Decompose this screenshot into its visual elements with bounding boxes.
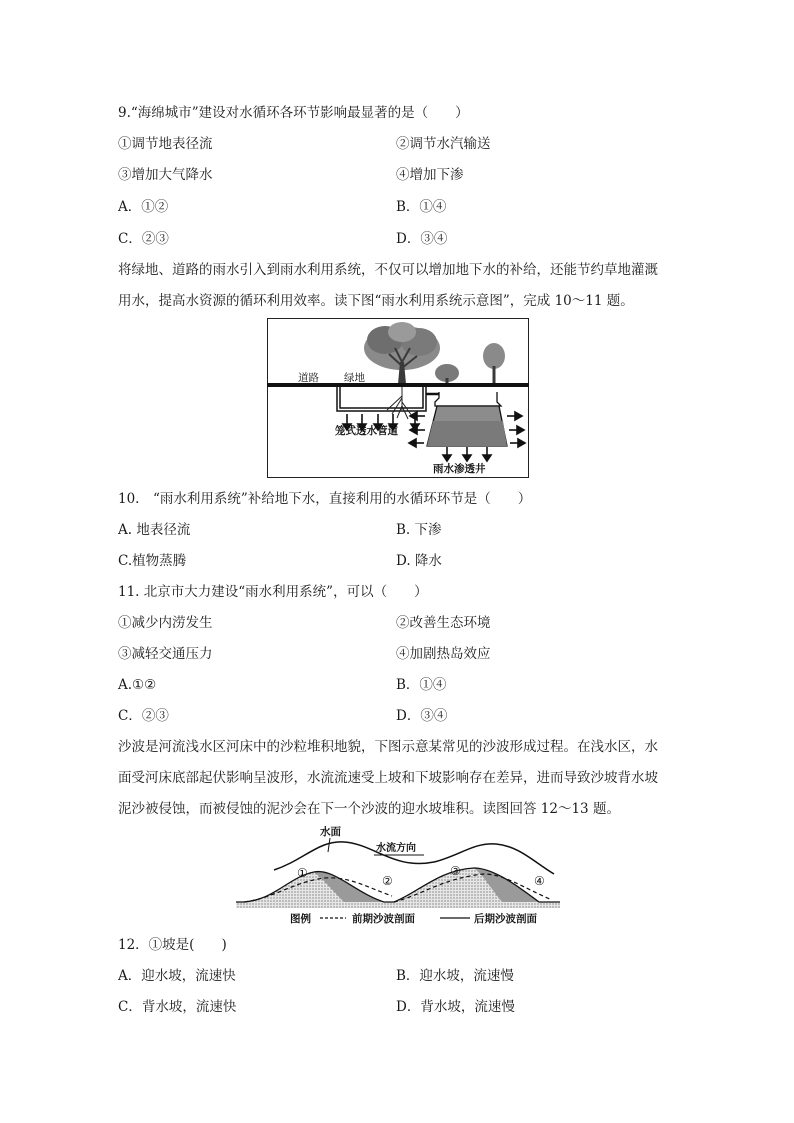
q12-option-b: B．迎水坡，流速慢	[396, 968, 514, 984]
q9-statement-4: ④增加下渗	[396, 167, 464, 183]
rainwater-system-figure	[267, 318, 529, 478]
q11-option-b: B．①④	[396, 677, 447, 693]
marker-3: ③	[450, 864, 461, 878]
q12-option-c: C．背水坡，流速快	[118, 999, 237, 1015]
green-label: 绿地	[344, 372, 365, 384]
q9-option-d: D．③④	[396, 231, 448, 247]
q10-option-b: B. 下渗	[396, 522, 442, 538]
intro-12-line-2: 面受河床底部起伏影响呈波形，水流流速受上坡和下坡影响存在差异，进而导致沙坡背水坡	[118, 770, 658, 786]
legend-late-label: 后期沙波剖面	[474, 913, 537, 925]
flow-direction-label: 水流方向	[376, 843, 416, 854]
q9-option-a: A．①②	[118, 199, 169, 215]
q11-statement-1: ①减少内涝发生	[118, 615, 213, 631]
q11-option-a: A.①②	[118, 677, 157, 693]
q12-stem: 12．①坡是( )	[118, 937, 227, 953]
marker-1: ①	[297, 866, 308, 880]
intro-10-line-2: 用水，提高水资源的循环利用效率。读下图“雨水利用系统示意图”，完成 10～11 题。	[118, 293, 634, 309]
q11-statement-3: ③减轻交通压力	[118, 646, 213, 662]
q12-option-a: A．迎水坡，流速快	[118, 968, 236, 984]
marker-4: ④	[534, 874, 545, 888]
q10-option-c: C.植物蒸腾	[118, 553, 187, 569]
q9-stem: 9.“海绵城市”建设对水循环各环节影响最显著的是（ ）	[118, 105, 469, 121]
q9-statement-3: ③增加大气降水	[118, 167, 213, 183]
q12-option-d: D．背水坡，流速慢	[396, 999, 515, 1015]
q9-statement-1: ①调节地表径流	[118, 136, 213, 152]
sand-wave-figure	[234, 822, 564, 930]
marker-2: ②	[382, 874, 393, 888]
q11-statement-2: ②改善生态环境	[396, 615, 491, 631]
q9-option-c: C．②③	[118, 231, 169, 247]
pipe-label: 笼式透水管道	[335, 425, 398, 437]
well-label: 雨水渗透井	[433, 463, 486, 475]
legend-prefix: 图例	[290, 913, 311, 925]
q9-option-b: B．①④	[396, 199, 447, 215]
q11-statement-4: ④加剧热岛效应	[396, 646, 491, 662]
q11-stem: 11. 北京市大力建设“雨水利用系统”，可以（ ）	[118, 584, 428, 600]
legend-early-label: 前期沙波剖面	[352, 913, 415, 925]
q9-statement-2: ②调节水汽输送	[396, 136, 491, 152]
intro-12-line-1: 沙波是河流浅水区河床中的沙粒堆积地貌，下图示意某常见的沙波形成过程。在浅水区，水	[118, 739, 658, 755]
q11-option-d: D．③④	[396, 708, 448, 724]
road-label: 道路	[298, 372, 319, 384]
q10-option-d: D. 降水	[396, 553, 442, 569]
intro-12-line-3: 泥沙被侵蚀，而被侵蚀的泥沙会在下一个沙波的迎水坡堆积。读图回答 12～13 题。	[118, 801, 620, 817]
q10-stem: 10. “雨水利用系统”补给地下水，直接利用的水循环环节是（ ）	[118, 491, 532, 507]
q10-option-a: A. 地表径流	[118, 522, 191, 538]
intro-10-line-1: 将绿地、道路的雨水引入到雨水利用系统，不仅可以增加地下水的补给，还能节约草地灌溉	[118, 262, 658, 278]
q11-option-c: C．②③	[118, 708, 169, 724]
water-surface-label: 水面	[320, 826, 341, 838]
